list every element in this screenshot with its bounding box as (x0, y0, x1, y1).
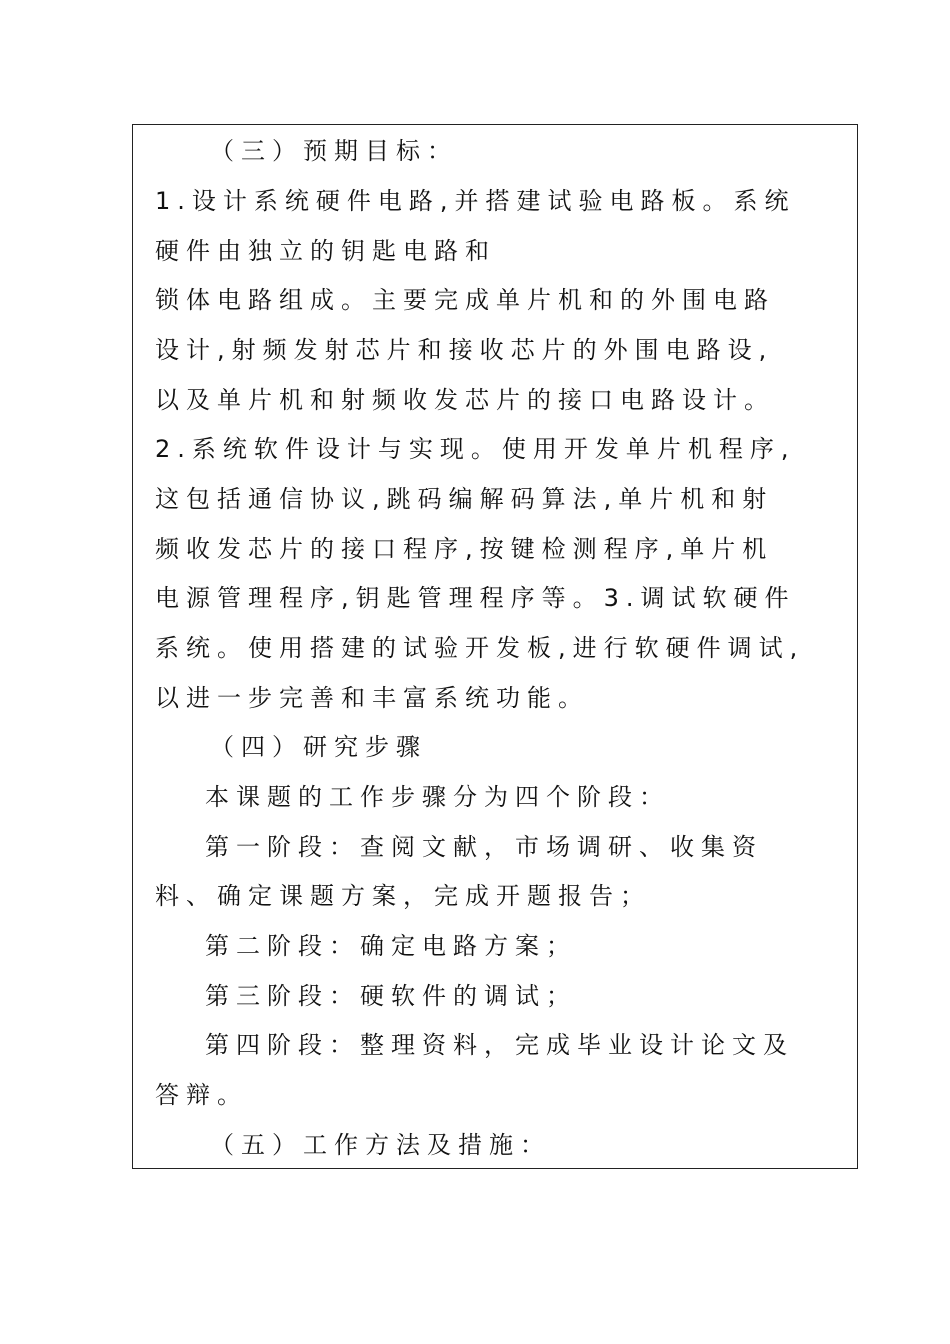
section-heading-research-steps: （四）研究步骤 (210, 733, 427, 761)
section-heading-methods: （五）工作方法及措施： (210, 1131, 551, 1159)
paragraph-line: 频收发芯片的接口程序,按键检测程序,单片机 (155, 535, 774, 563)
paragraph-line: 以进一步完善和丰富系统功能。 (155, 684, 589, 712)
paragraph-line: 系统。使用搭建的试验开发板,进行软硬件调试, (155, 634, 805, 662)
paragraph-line: 本课题的工作步骤分为四个阶段： (205, 783, 670, 811)
paragraph-line: 料、确定课题方案，完成开题报告； (155, 882, 651, 910)
paragraph-line: 锁体电路组成。主要完成单片机和的外围电路 (155, 286, 775, 314)
paragraph-line: 设计,射频发射芯片和接收芯片的外围电路设, (155, 336, 774, 364)
paragraph-line: 2.系统软件设计与实现。使用开发单片机程序, (155, 435, 796, 463)
paragraph-line: 第一阶段：查阅文献，市场调研、收集资 (205, 833, 763, 861)
paragraph-line: 第四阶段：整理资料，完成毕业设计论文及 (205, 1031, 794, 1059)
paragraph-line: 这包括通信协议,跳码编解码算法,单片机和射 (155, 485, 774, 513)
paragraph-line: 第二阶段：确定电路方案； (205, 932, 577, 960)
paragraph-line: 硬件由独立的钥匙电路和 (155, 237, 496, 265)
paragraph-line: 以及单片机和射频收发芯片的接口电路设计。 (155, 386, 775, 414)
paragraph-line: 1.设计系统硬件电路,并搭建试验电路板。系统 (155, 187, 796, 215)
paragraph-line: 电源管理程序,钥匙管理程序等。3.调试软硬件 (155, 584, 796, 612)
paragraph-line: 答辩。 (155, 1081, 248, 1109)
paragraph-line: 第三阶段：硬软件的调试； (205, 982, 577, 1010)
section-heading-expected-goals: （三）预期目标： (210, 137, 458, 165)
